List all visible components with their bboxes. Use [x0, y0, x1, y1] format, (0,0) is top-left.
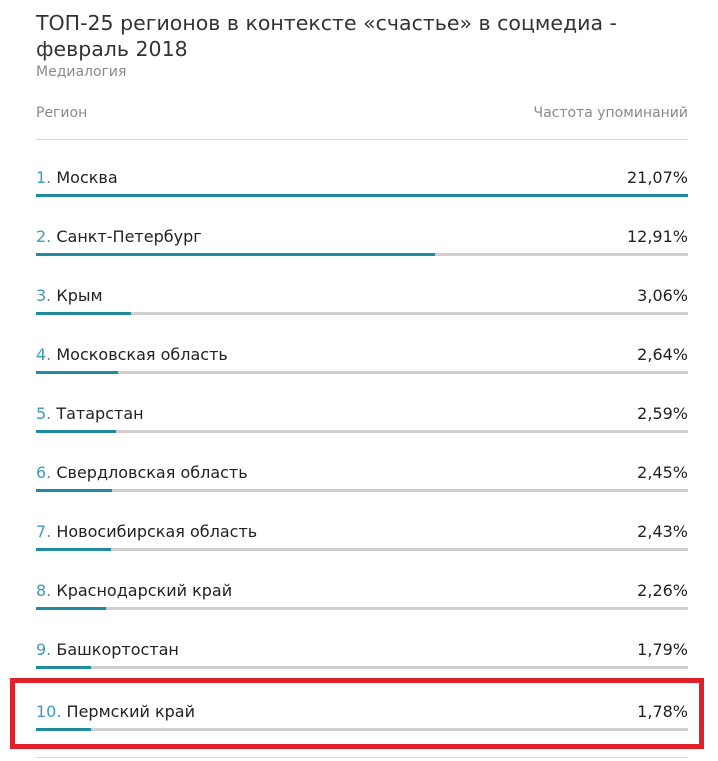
- bar-row: [36, 226, 688, 266]
- row-value: 2,26%: [637, 581, 688, 600]
- bar-fill: [36, 607, 106, 610]
- row-rank: 8.: [36, 581, 52, 600]
- bar-fill: [36, 371, 118, 374]
- row-rank: 5.: [36, 404, 52, 423]
- chart-source: Медиалогия: [36, 64, 127, 80]
- bar-fill: [36, 548, 111, 551]
- bar-row: [36, 580, 688, 620]
- row-label: [36, 462, 248, 484]
- bar-track: [36, 194, 688, 197]
- bar-fill: [36, 312, 131, 315]
- row-region: Краснодарский край: [51, 581, 233, 600]
- column-header-region: Регион: [36, 105, 88, 121]
- row-rank: 2.: [36, 227, 52, 246]
- row-region: Свердловская область: [51, 463, 248, 482]
- row-rank: 4.: [36, 345, 52, 364]
- row-label: [36, 285, 103, 307]
- row-label: [36, 521, 257, 543]
- column-header: [36, 105, 688, 125]
- row-rank: 7.: [36, 522, 52, 541]
- column-header-frequency: Частота упоминаний: [533, 105, 688, 121]
- row-value: 2,43%: [637, 522, 688, 541]
- row-region: Крым: [51, 286, 103, 305]
- bar-track: [36, 548, 688, 551]
- row-label: [36, 226, 202, 248]
- row-rank: 10.: [36, 702, 62, 721]
- row-label: [36, 639, 179, 661]
- row-value: 3,06%: [637, 286, 688, 305]
- row-region: Санкт-Петербург: [51, 227, 202, 246]
- bar-row: [36, 403, 688, 443]
- row-value: 2,45%: [637, 463, 688, 482]
- bar-track: [36, 371, 688, 374]
- header-divider: [36, 139, 688, 140]
- bar-track: [36, 430, 688, 433]
- row-region: Московская область: [51, 345, 228, 364]
- bar-track: [36, 312, 688, 315]
- row-region: Башкортостан: [51, 640, 179, 659]
- row-rank: 1.: [36, 168, 52, 187]
- bar-fill: [36, 430, 116, 433]
- row-label: [36, 344, 228, 366]
- bar-row: [36, 639, 688, 679]
- row-rank: 6.: [36, 463, 52, 482]
- row-value: 21,07%: [626, 168, 688, 187]
- bar-fill: [36, 194, 688, 197]
- row-label: [36, 167, 118, 189]
- row-region: Москва: [51, 168, 118, 187]
- row-value: 2,64%: [637, 345, 688, 364]
- row-label: [36, 403, 144, 425]
- bar-fill: [36, 253, 435, 256]
- row-value: 1,78%: [637, 702, 688, 721]
- row-region: Новосибирская область: [51, 522, 258, 541]
- bottom-divider: [36, 757, 688, 758]
- chart-title: ТОП-25 регионов в контексте «счастье» в соцмедиа - февраль 2018: [36, 11, 617, 61]
- bar-track: [36, 489, 688, 492]
- highlight-frame: [10, 678, 704, 749]
- bar-fill: [36, 489, 112, 492]
- bar-row: [36, 462, 688, 502]
- row-value: 2,59%: [637, 404, 688, 423]
- row-region: Татарстан: [51, 404, 144, 423]
- bar-row: [36, 521, 688, 561]
- row-rank: 3.: [36, 286, 52, 305]
- bar-track: [36, 666, 688, 669]
- bar-row: [36, 285, 688, 325]
- row-label: [36, 580, 232, 602]
- row-value: 12,91%: [626, 227, 688, 246]
- bar-row: [36, 344, 688, 384]
- bar-track: [36, 253, 688, 256]
- bar-fill: [36, 666, 91, 669]
- row-value: 1,79%: [637, 640, 688, 659]
- bar-row: [36, 167, 688, 207]
- row-region: Пермский край: [61, 702, 196, 721]
- bar-track: [36, 607, 688, 610]
- row-rank: 9.: [36, 640, 52, 659]
